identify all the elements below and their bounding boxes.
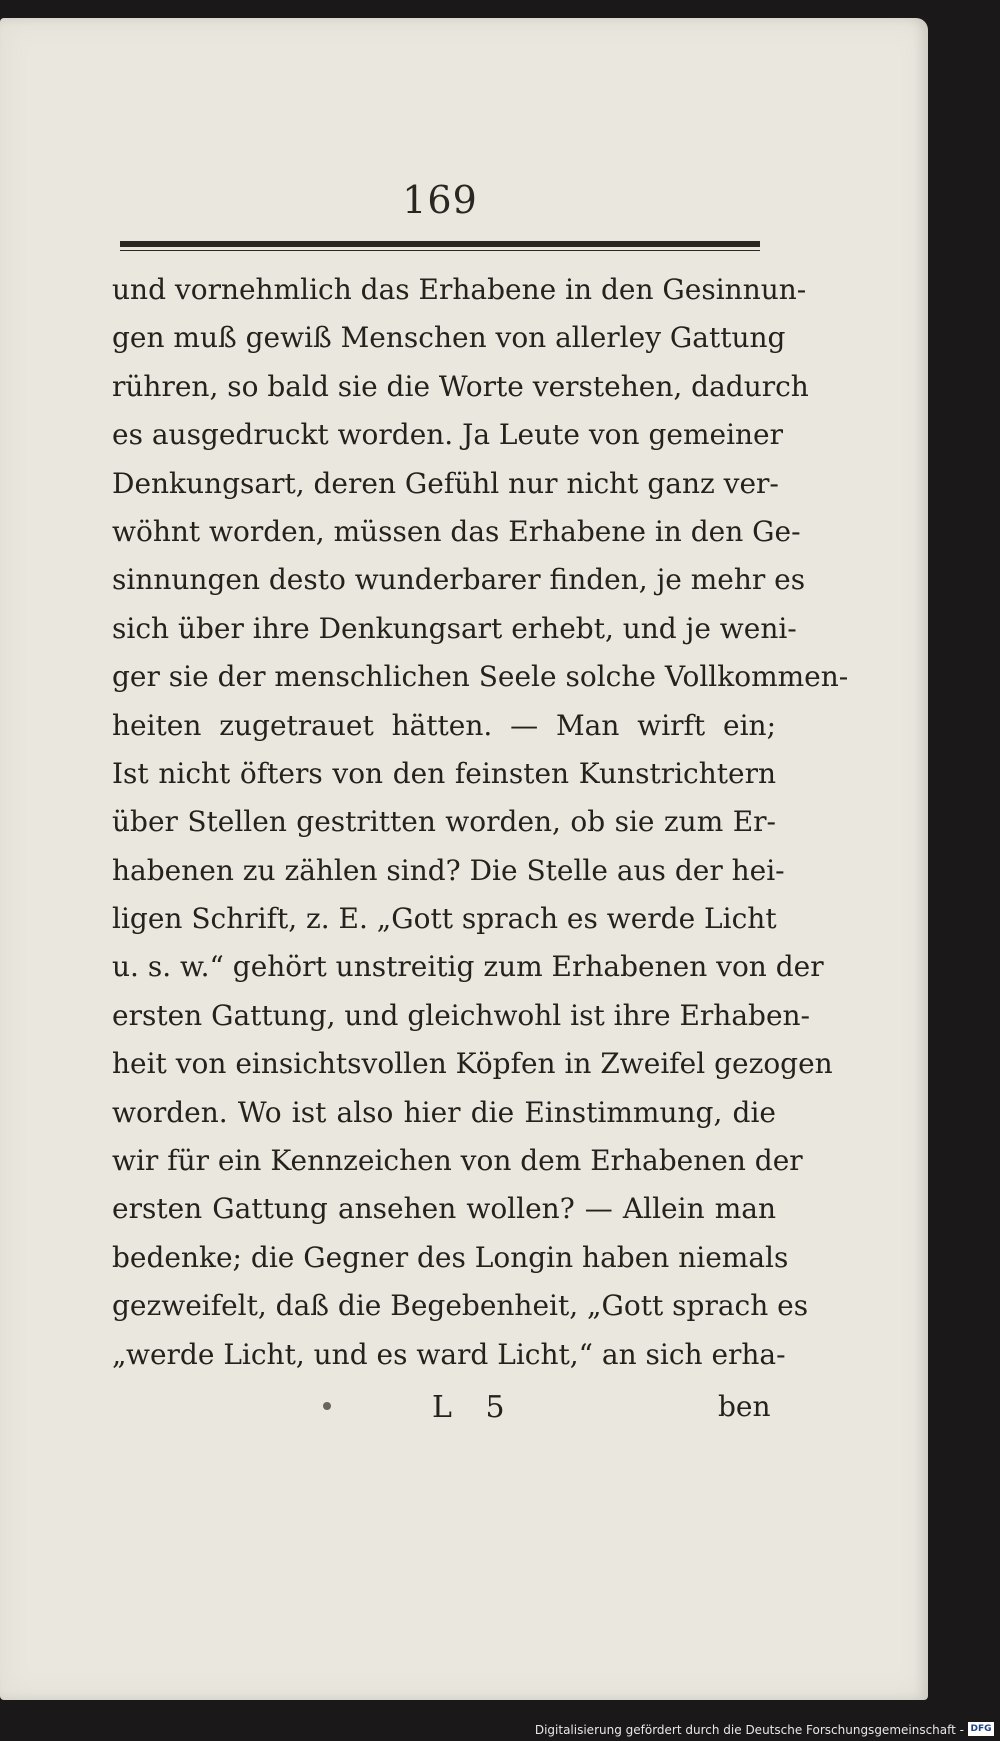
- text-line: habenen zu zählen sind? Die Stelle aus der hei-: [112, 853, 785, 887]
- text-line: heiten zugetrauet hätten. — Man wirft ein;: [112, 708, 776, 742]
- text-line: wir für ein Kennzeichen von dem Erhabenen der: [112, 1144, 803, 1178]
- text-line: ersten Gattung, und gleichwohl ist ihre Erhaben-: [112, 998, 811, 1032]
- ink-dot: [323, 1402, 331, 1410]
- catchword: ben: [718, 1390, 771, 1423]
- text-line: wöhnt worden, müssen das Erhabene in den Ge-: [112, 514, 801, 548]
- footer-credit: Digitalisierung gefördert durch die Deutsche Forschungsgemeinschaft -: [534, 1723, 964, 1737]
- text-line: sich über ihre Denkungsart erhebt, und je weni-: [112, 611, 797, 645]
- page-number: 169: [402, 178, 478, 222]
- dfg-logo: DFG: [968, 1722, 994, 1736]
- text-line: ersten Gattung ansehen wollen? — Allein man: [112, 1192, 776, 1226]
- text-line: und vornehmlich das Erhabene in den Gesinnun-: [112, 273, 807, 306]
- text-line: heit von einsichtsvollen Köpfen in Zweifel gezogen: [112, 1047, 833, 1081]
- text-line: über Stellen gestritten worden, ob sie zum Er-: [112, 805, 776, 839]
- text-line: worden. Wo ist also hier die Einstimmung, die: [112, 1095, 776, 1129]
- body-text: [112, 266, 849, 1379]
- text-line: es ausgedruckt worden. Ja Leute von gemeiner: [112, 418, 784, 452]
- text-line: sinnungen desto wunderbarer finden, je mehr es: [112, 563, 806, 597]
- text-line: gen muß gewiß Menschen von allerley Gattung: [112, 321, 786, 355]
- text-line: bedenke; die Gegner des Longin haben niemals: [112, 1240, 789, 1274]
- header-rule-thin: [120, 250, 760, 251]
- text-line: ger sie der menschlichen Seele solche Vollkommen-: [112, 660, 849, 694]
- header-rule: [120, 241, 760, 247]
- text-line: u. s. w.“ gehört unstreitig zum Erhabenen von der: [112, 950, 824, 984]
- text-line: Ist nicht öfters von den feinsten Kunstrichtern: [112, 756, 776, 790]
- text-line: rühren, so bald sie die Worte verstehen, dadurch: [112, 369, 809, 403]
- text-line: „werde Licht, und es ward Licht,“ an sich erha-: [112, 1337, 786, 1371]
- signature-mark: L 5: [432, 1390, 517, 1425]
- text-line: Denkungsart, deren Gefühl nur nicht ganz ver-: [112, 466, 779, 500]
- text-line: ligen Schrift, z. E. „Gott sprach es werde Licht: [112, 902, 777, 936]
- text-line: gezweifelt, daß die Begebenheit, „Gott sprach es: [112, 1289, 809, 1323]
